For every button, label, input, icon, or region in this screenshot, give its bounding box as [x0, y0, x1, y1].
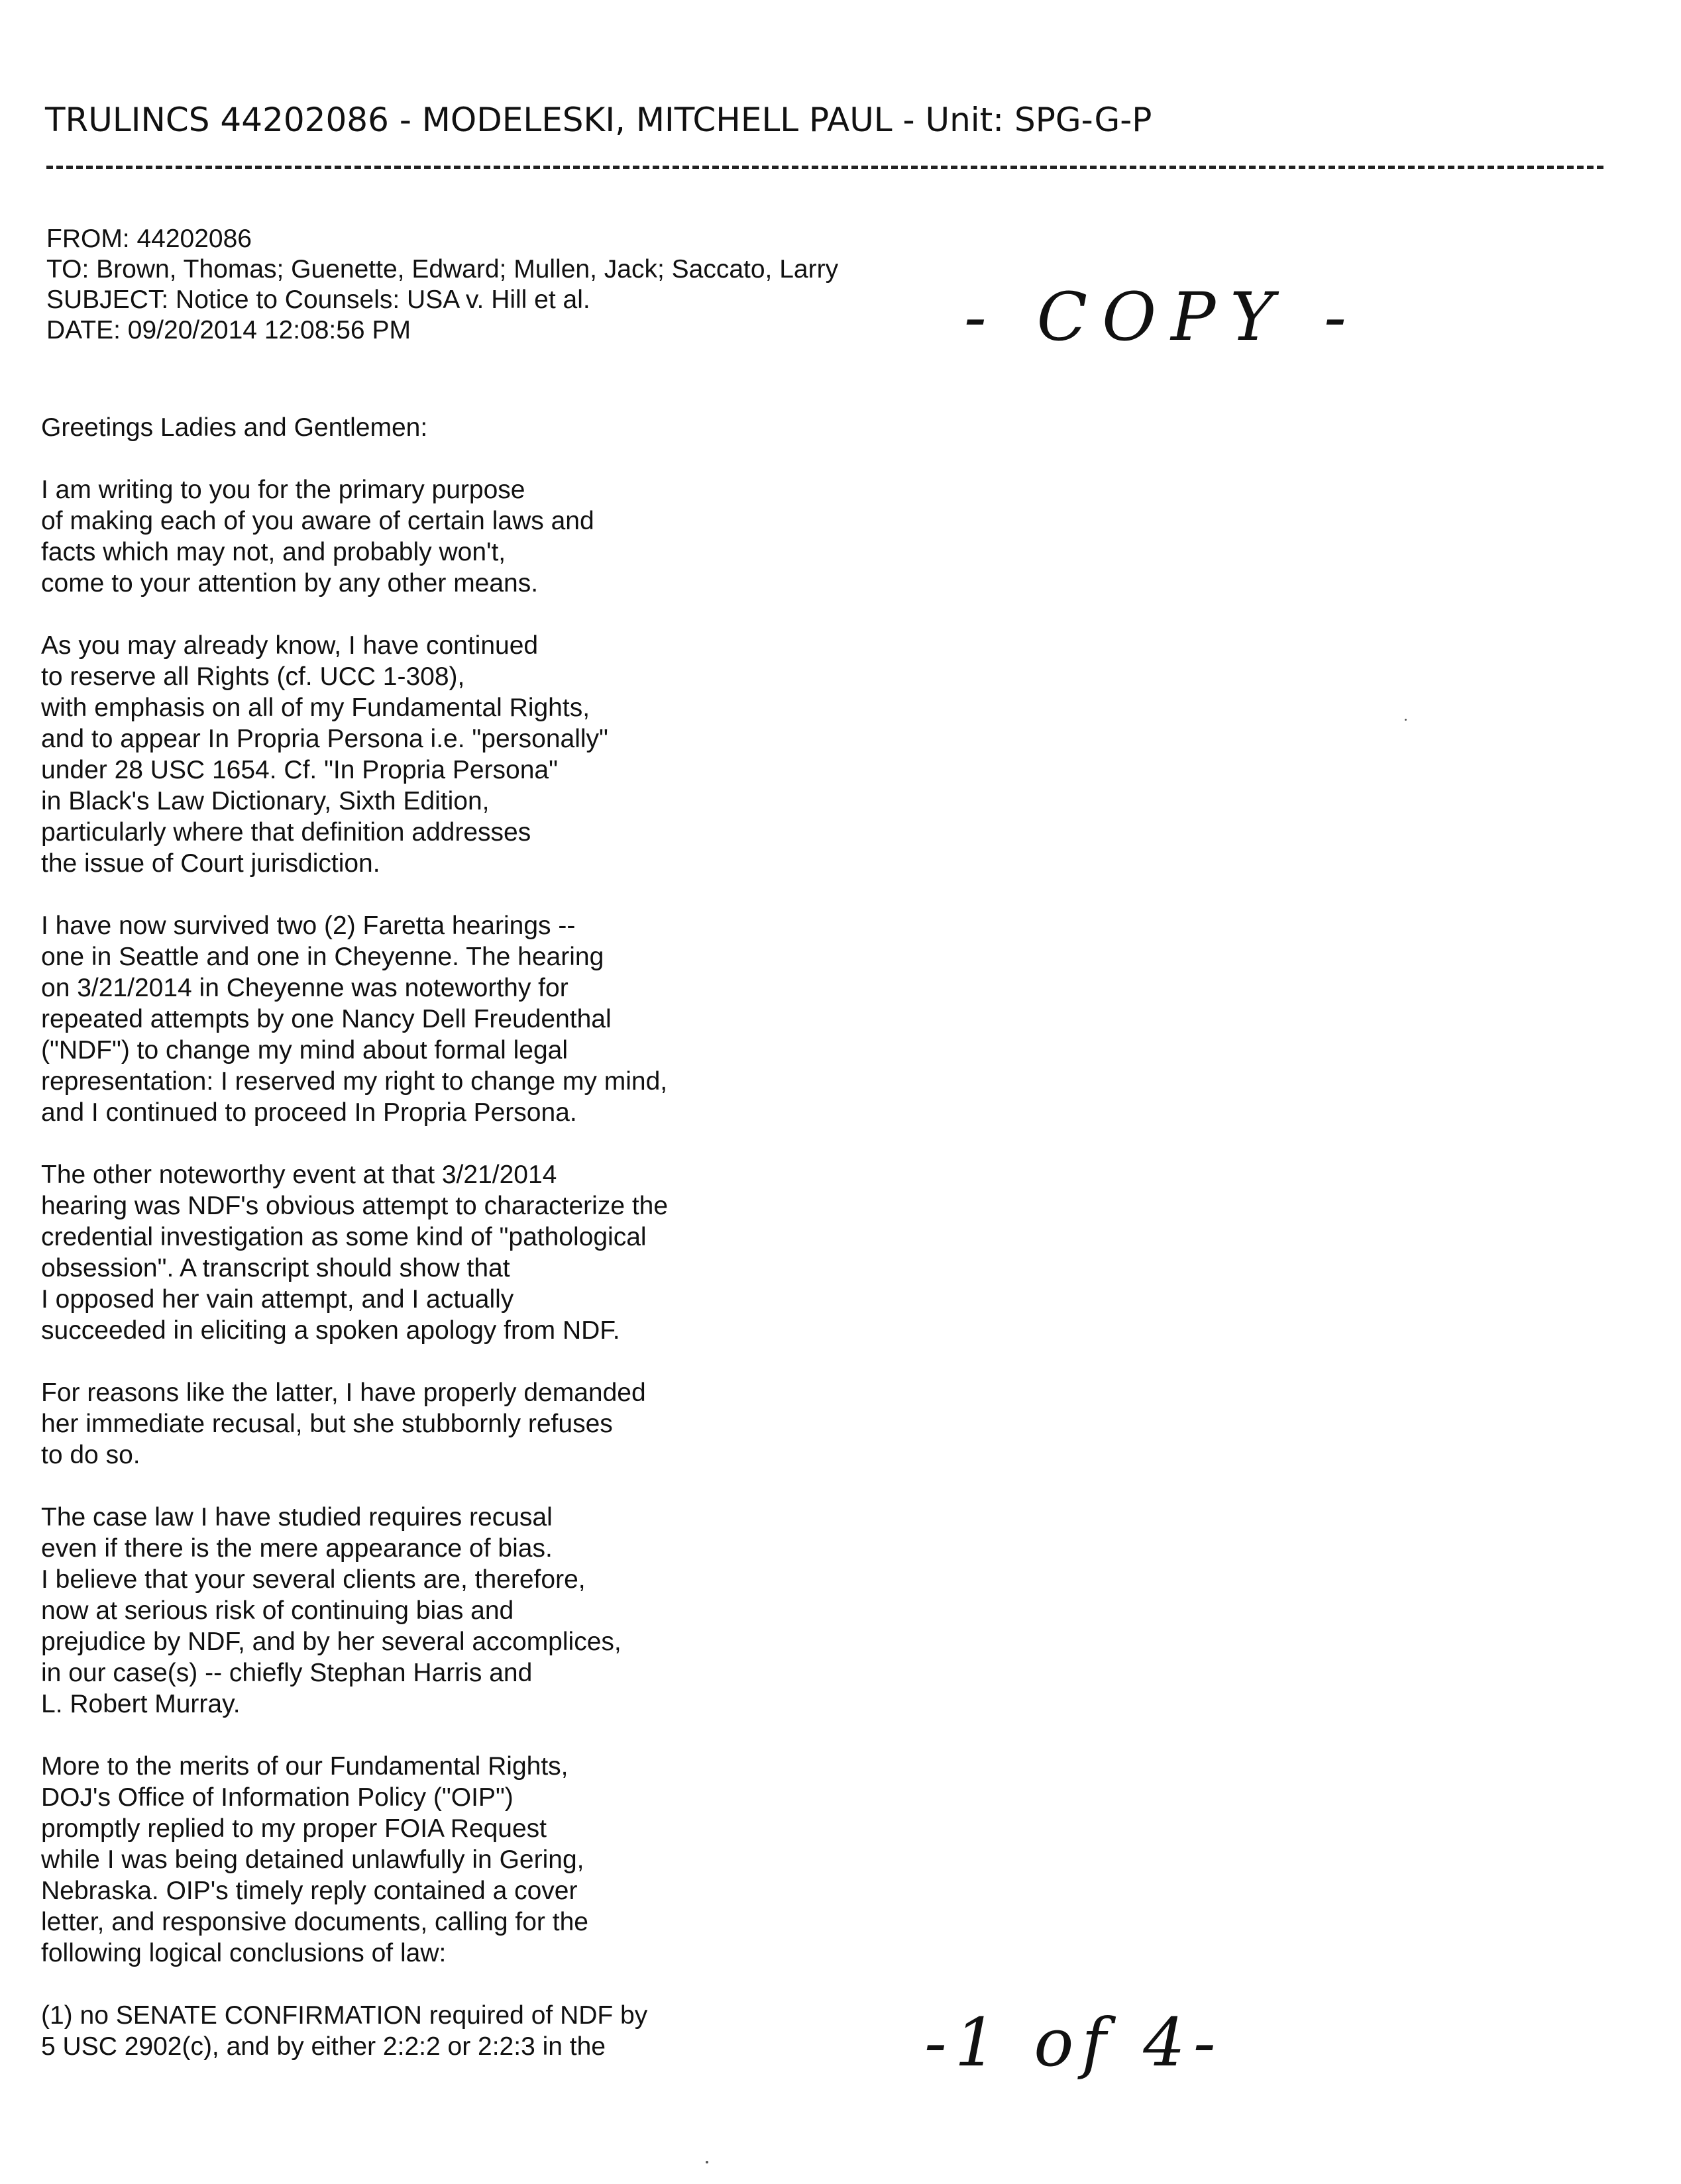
paragraph [41, 1502, 836, 1720]
text-line: in Black's Law Dictionary, Sixth Edition, [41, 787, 490, 815]
text-line: ("NDF") to change my mind about formal legal [41, 1036, 569, 1065]
from-line: FROM: 44202086 [46, 225, 252, 253]
handwritten-copy-mark: - COPY - [964, 278, 1361, 356]
paragraph [41, 474, 836, 599]
text-line: particularly where that definition addresses [41, 818, 531, 847]
page-header: TRULINCS 44202086 - MODELESKI, MITCHELL PAUL - Unit: SPG-G-P [45, 101, 1152, 139]
text-line: For reasons like the latter, I have properly demanded [41, 1378, 646, 1407]
paragraph [41, 412, 836, 443]
text-line: in our case(s) -- chiefly Stephan Harris and [41, 1659, 533, 1687]
text-line: while I was being detained unlawfully in Gering, [41, 1846, 584, 1874]
text-line: Nebraska. OIP's timely reply contained a cover [41, 1877, 578, 1905]
text-line: to reserve all Rights (cf. UCC 1-308), [41, 662, 465, 691]
text-line: even if there is the mere appearance of bias. [41, 1534, 553, 1563]
text-line: As you may already know, I have continued [41, 631, 539, 660]
text-line: facts which may not, and probably won't, [41, 538, 506, 566]
text-line: one in Seattle and one in Cheyenne. The hearing [41, 943, 604, 971]
letter-body [41, 412, 836, 2093]
text-line: prejudice by NDF, and by her several accomplices, [41, 1628, 622, 1656]
text-line: representation: I reserved my right to change my mind, [41, 1067, 668, 1096]
text-line: I believe that your several clients are, therefore, [41, 1565, 586, 1594]
text-line: Greetings Ladies and Gentlemen: [41, 413, 428, 442]
text-line: I opposed her vain attempt, and I actually [41, 1285, 514, 1314]
paragraph [41, 1751, 836, 1969]
text-line: The case law I have studied requires recusal [41, 1503, 553, 1532]
paragraph [41, 2000, 836, 2062]
text-line: under 28 USC 1654. Cf. "In Propria Persona" [41, 756, 558, 784]
text-line: More to the merits of our Fundamental Rights, [41, 1752, 569, 1781]
text-line: I am writing to you for the primary purpose [41, 476, 525, 504]
text-line: DOJ's Office of Information Policy ("OIP") [41, 1783, 514, 1812]
text-line: her immediate recusal, but she stubbornly refuses [41, 1410, 613, 1438]
text-line: with emphasis on all of my Fundamental Rights, [41, 694, 590, 722]
text-line: following logical conclusions of law: [41, 1939, 447, 1967]
date-line: DATE: 09/20/2014 12:08:56 PM [46, 316, 411, 344]
text-line: credential investigation as some kind of "pathological [41, 1223, 647, 1251]
text-line: (1) no SENATE CONFIRMATION required of NDF by [41, 2001, 648, 2030]
scan-speck [1405, 719, 1407, 721]
to-line: TO: Brown, Thomas; Guenette, Edward; Mullen, Jack; Saccato, Larry [46, 255, 839, 284]
text-line: I have now survived two (2) Faretta hearings -- [41, 911, 576, 940]
text-line: obsession". A transcript should show that [41, 1254, 510, 1282]
text-line: come to your attention by any other means. [41, 569, 539, 598]
text-line: and I continued to proceed In Propria Persona. [41, 1098, 577, 1127]
text-line: L. Robert Murray. [41, 1690, 241, 1718]
text-line: to do so. [41, 1441, 140, 1469]
text-line: letter, and responsive documents, calling for the [41, 1908, 588, 1936]
text-line: now at serious risk of continuing bias and [41, 1596, 514, 1625]
paragraph [41, 630, 836, 879]
handwritten-page-number: -1 of 4- [924, 2004, 1224, 2081]
scan-speck [706, 2161, 708, 2163]
text-line: 5 USC 2902(c), and by either 2:2:2 or 2:2:3 in the [41, 2032, 606, 2061]
text-line: hearing was NDF's obvious attempt to characterize the [41, 1192, 669, 1220]
text-line: and to appear In Propria Persona i.e. "personally" [41, 725, 608, 753]
paragraph [41, 910, 836, 1128]
subject-line: SUBJECT: Notice to Counsels: USA v. Hill et al. [46, 286, 590, 314]
text-line: The other noteworthy event at that 3/21/2014 [41, 1161, 557, 1189]
text-line: promptly replied to my proper FOIA Request [41, 1814, 547, 1843]
message-metadata [46, 224, 838, 346]
text-line: repeated attempts by one Nancy Dell Freudenthal [41, 1005, 612, 1033]
text-line: of making each of you aware of certain laws and [41, 507, 594, 535]
header-divider [46, 166, 1603, 169]
text-line: the issue of Court jurisdiction. [41, 849, 380, 878]
paragraph [41, 1377, 836, 1471]
text-line: on 3/21/2014 in Cheyenne was noteworthy for [41, 974, 569, 1002]
paragraph [41, 1159, 836, 1346]
text-line: succeeded in eliciting a spoken apology from NDF. [41, 1316, 620, 1345]
